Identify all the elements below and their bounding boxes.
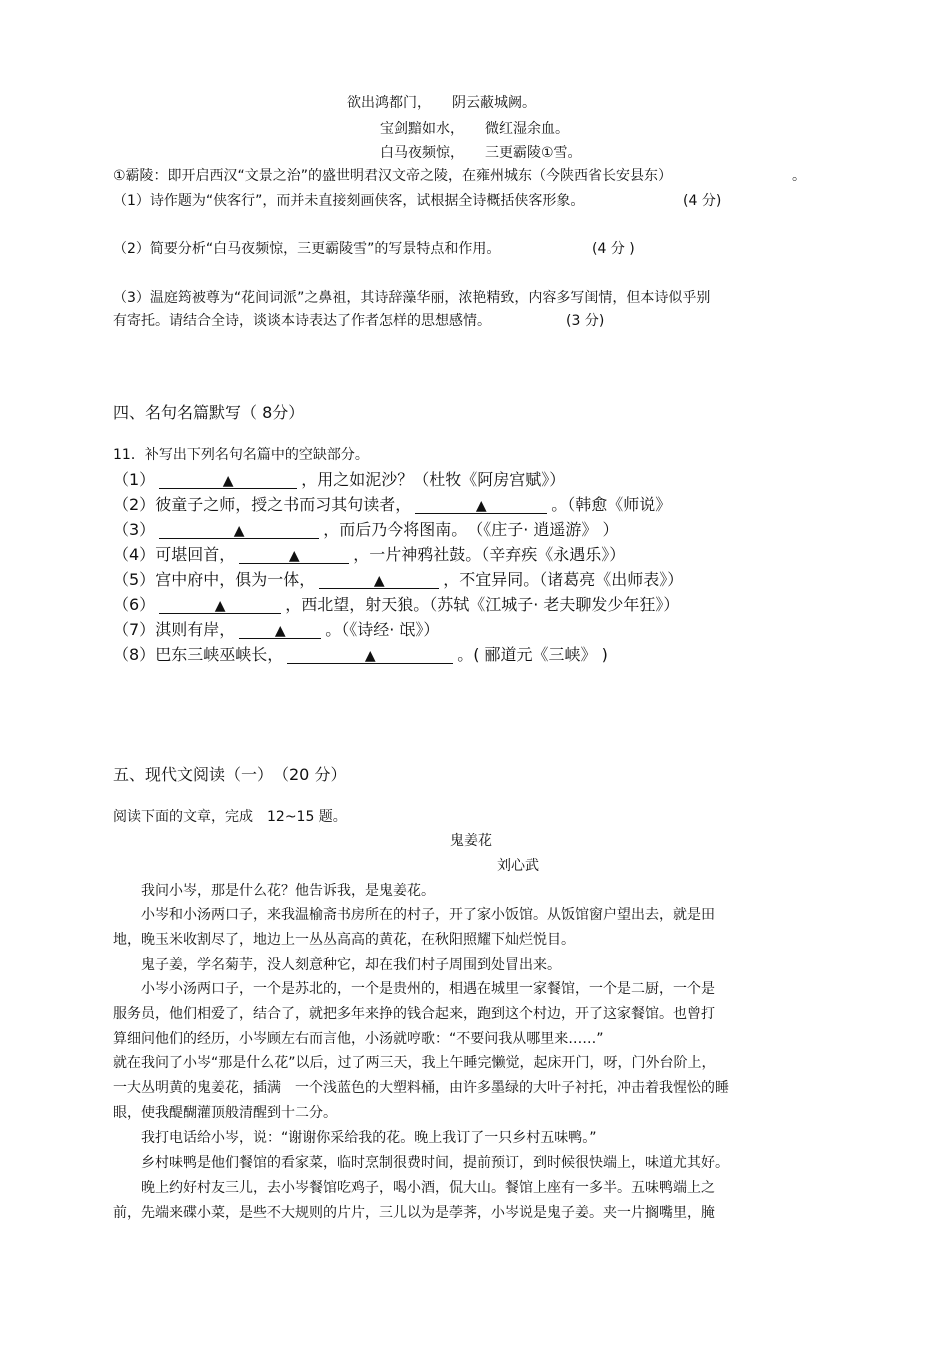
question-1-score: (4 分): [683, 193, 722, 209]
fill-item-6: （6） ▲ ，西北望，射天狼。（苏轼《江城子· 老夫聊发少年狂》）: [113, 595, 680, 614]
article-title: 鬼姜花: [450, 833, 492, 849]
article-paragraph-line: 前，先端来碟小菜，是些不大规则的片片，三儿以为是荸荠，小岑说是鬼子姜。夹一片搁嘴里，腌: [113, 1205, 715, 1221]
poem-line-2: 宝剑黯如水， 微红湿余血。: [380, 121, 569, 137]
answer-blank-5[interactable]: ▲: [319, 570, 439, 589]
footnote: ①霸陵：即开启西汉“文景之治”的盛世明君汉文帝之陵，在雍州城东（今陕西省长安县东）: [113, 168, 673, 184]
fill-item-7: （7）淇则有岸， ▲ 。（《诗经· 氓》）: [113, 620, 440, 639]
fill-item-8: （8）巴东三峡巫峡长， ▲ 。( 郦道元《三峡》 ): [113, 645, 608, 664]
question-1: （1）诗作题为“侠客行”，而并未直接刻画侠客，试根据全诗概括侠客形象。: [113, 193, 585, 209]
fill-item-3: （3） ▲ ，而后乃今将图南。 （《庄子· 逍遥游》 ）: [113, 520, 619, 539]
answer-blank-8[interactable]: ▲: [287, 645, 453, 664]
fill-item-2: （2）彼童子之师，授之书而习其句读者， ▲ 。（韩愈《师说》: [113, 495, 672, 514]
poem-line-3: 白马夜频惊， 三更霸陵①雪。: [380, 145, 582, 161]
fill-item-5: （5）宫中府中，俱为一体， ▲ ，不宜异同。（诸葛亮《出师表》）: [113, 570, 684, 589]
question-2-score: (4 分 ): [592, 241, 635, 257]
article-paragraph-line: 晚上约好村友三儿，去小岑餐馆吃鸡子，喝小酒，侃大山。餐馆上座有一多半。五味鸭端上之: [113, 1180, 715, 1196]
question-2: （2）简要分析“白马夜频惊，三更霸陵雪”的写景特点和作用。: [113, 241, 501, 257]
answer-blank-2[interactable]: ▲: [415, 495, 547, 514]
fill-item-4: （4）可堪回首， ▲ ，一片神鸦社鼓。（辛弃疾《永遇乐》）: [113, 545, 626, 564]
article-paragraph-line: 地，晚玉米收割尽了，地边上一丛丛高高的黄花，在秋阳照耀下灿烂悦目。: [113, 932, 575, 948]
article-paragraph-line: 算细问他们的经历，小岑顾左右而言他，小汤就哼歌：“不要问我从哪里来……”: [113, 1031, 604, 1047]
fill-item-1: （1） ▲ ，用之如泥沙？（杜牧《阿房宫赋》）: [113, 470, 566, 489]
article-paragraph-line: 眼，使我醍醐灌顶般清醒到十二分。: [113, 1105, 337, 1121]
article-paragraph-line: 鬼子姜，学名菊芋，没人刻意种它，却在我们村子周围到处冒出来。: [113, 957, 561, 973]
answer-blank-4[interactable]: ▲: [239, 545, 349, 564]
article-paragraph-line: 小岑和小汤两口子，来我温榆斋书房所在的村子，开了家小饭馆。从饭馆窗户望出去，就是田: [113, 907, 715, 923]
article-paragraph-line: 我问小岑，那是什么花？他告诉我，是鬼姜花。: [113, 883, 435, 899]
question-3-line-1: （3）温庭筠被尊为“花间词派”之鼻祖，其诗辞藻华丽，浓艳精致，内容多写闺情，但本诗似乎别: [113, 290, 711, 306]
article-paragraph-line: 一大丛明黄的鬼姜花，插满 一个浅蓝色的大塑料桶，由许多墨绿的大叶子衬托，冲击着我惺忪的睡: [113, 1080, 729, 1096]
answer-blank-3[interactable]: ▲: [159, 520, 319, 539]
footnote-period: 。: [792, 168, 806, 184]
article-paragraph-line: 小岑小汤两口子，一个是苏北的，一个是贵州的，相遇在城里一家餐馆，一个是二厨，一个是: [113, 981, 715, 997]
answer-blank-7[interactable]: ▲: [239, 620, 321, 639]
section-5-heading: 五、现代文阅读（一） （20 分）: [113, 765, 347, 784]
answer-blank-1[interactable]: ▲: [159, 470, 297, 489]
article-paragraph-line: 就在我问了小岑“那是什么花”以后，过了两三天，我上午睡完懒觉，起床开门，呀，门外台阶上，: [113, 1055, 716, 1071]
answer-blank-6[interactable]: ▲: [159, 595, 281, 614]
section-5-intro: 阅读下面的文章，完成 12~15 题。: [113, 809, 347, 825]
article-paragraph-line: 服务员，他们相爱了，结合了，就把多年来挣的钱合起来，跑到这个村边，开了这家餐馆。也曾打: [113, 1006, 715, 1022]
article-paragraph-line: 乡村味鸭是他们餐馆的看家菜，临时烹制很费时间，提前预订，到时候很快端上，味道尤其好。: [113, 1155, 729, 1171]
question-3-score: (3 分): [566, 313, 605, 329]
section-4-intro: 11．补写出下列名句名篇中的空缺部分。: [113, 447, 369, 463]
article-paragraph-line: 我打电话给小岑，说：“谢谢你采给我的花。晚上我订了一只乡村五味鸭。”: [113, 1130, 597, 1146]
section-4-heading: 四、名句名篇默写（ 8分）: [113, 403, 305, 422]
question-3-line-2: 有寄托。请结合全诗，谈谈本诗表达了作者怎样的思想感情。: [113, 313, 491, 329]
poem-line-1: 欲出鸿都门， 阴云蔽城阙。: [347, 95, 536, 111]
article-author: 刘心武: [497, 858, 539, 874]
